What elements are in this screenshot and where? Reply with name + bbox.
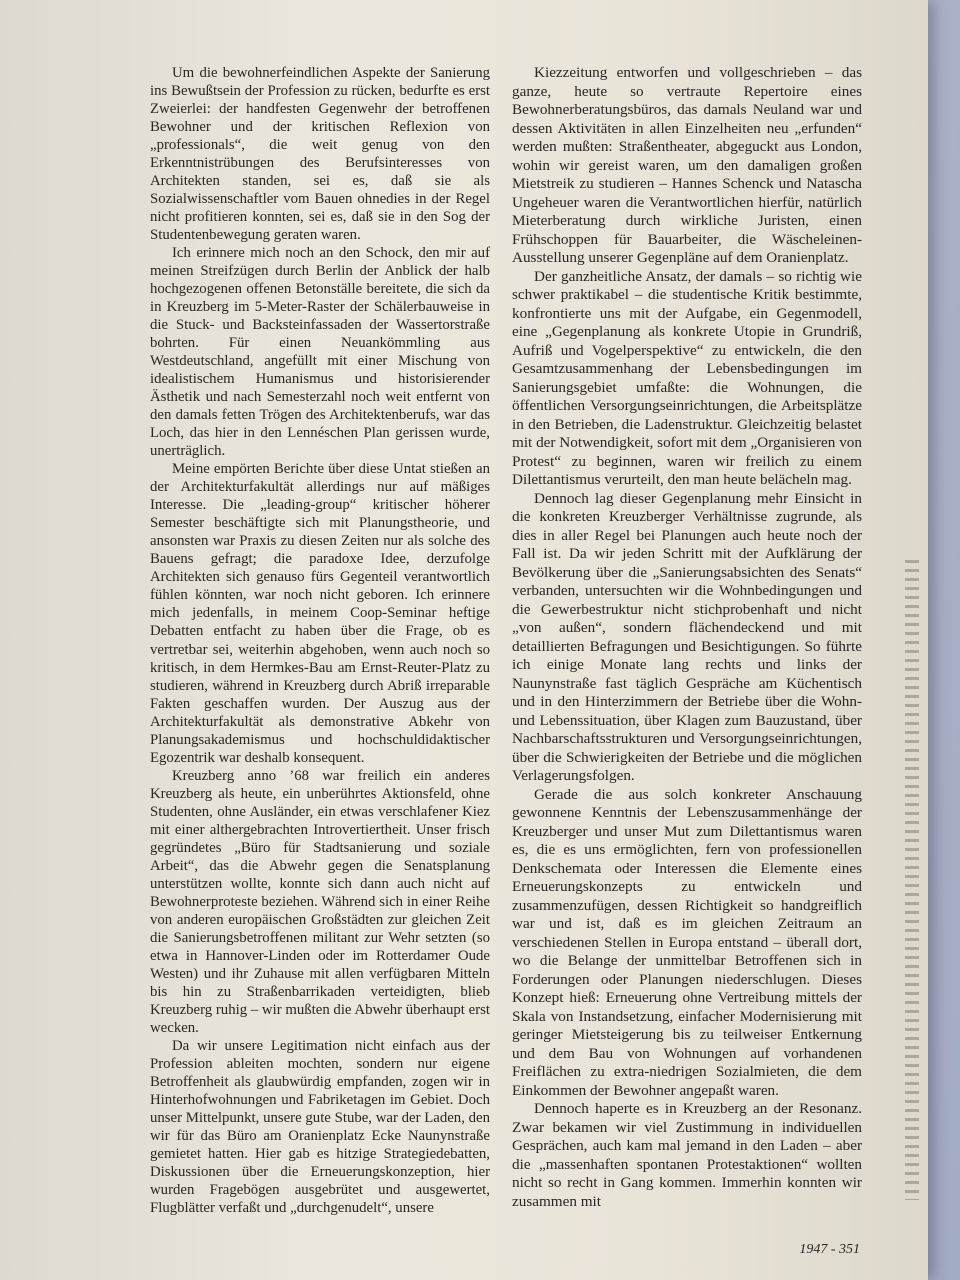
photocopy-edge-marks (905, 560, 919, 1200)
paragraph: Ich erinnere mich noch an den Schock, den mir auf meinen Streifzügen durch Berlin der Anblick der halb hochgezogenen offenen Betonställe bereitete, die sich da in Kreuzberg im 5-Meter-Raster der Schälerbauweise in die Stuck- und Backsteinfassaden der Wassertorstraße bohrten. Für einen Neuankömmling aus Westdeutschland, angefüllt mit einer Mischung von idealistischem Humanismus und historisierender Ästhetik und nach Semesterzahl noch weit entfernt von den damals fetten Trögen des Architektenberufs, war das Loch, das hier in den Lennéschen Plan gerissen wurde, unerträglich. (150, 245, 490, 460)
page-number: 1947 - 351 (799, 1242, 860, 1257)
paragraph: Dennoch haperte es in Kreuzberg an der Resonanz. Zwar bekamen wir viel Zustimmung in individuellen Gesprächen, auch kam mal jemand in den Laden – aber die „massenhaften spontanen Protestaktionen“ wollten nicht so recht in Gang kommen. Immerhin konnten wir zusammen mit (512, 1100, 862, 1210)
paragraph: Der ganzheitliche Ansatz, der damals – so richtig wie schwer praktikabel – die studentische Kritik bestimmte, konfrontierte uns mit der Aufgabe, ein Gegenmodell, eine „Gegenplanung als konkrete Utopie in Grundriß, Aufriß und Vogelperspektive“ zu entwickeln, die den Gesamtzusammenhang der Lebensbedingungen im Sanierungsgebiet umfaßte: die Wohnungen, die öffentlichen Versorgungseinrichtungen, die Arbeitsplätze in den Betrieben, die Ladenstruktur. Gleichzeitig belastet mit der Notwendigkeit, sofort mit dem „Organisieren von Protest“ zu beginnen, waren wir freilich zu einem Dilettantismus verurteilt, den man heute belächeln mag. (512, 267, 862, 488)
paragraph: Da wir unsere Legitimation nicht einfach aus der Profession ableiten mochten, sondern nur eigene Betroffenheit als glaubwürdig empfanden, zogen wir in Hinterhofwohnungen und Fabriketagen im Gebiet. Doch unser Mittelpunkt, unsere gute Stube, war der Laden, den wir für das Büro am Oranienplatz Ecke Naunynstraße gemietet hatten. Hier gab es hitzige Strategiedebatten, Diskussionen über die Erneuerungskonzeption, hier wurden Fragebögen ausgebrütet und ausgewertet, Flugblätter verfaßt und „durchgenudelt“, unsere (150, 1037, 490, 1216)
paragraph: Dennoch lag dieser Gegenplanung mehr Einsicht in die konkreten Kreuzberger Verhältnisse zugrunde, als dies in aller Regel bei Planungen auch heute noch der Fall ist. Da wir jeden Schritt mit der Aufklärung der Bevölkerung über die „Sanierungsabsichten des Senats“ verbanden, untersuchten wir die Wohnbedingungen und die Gewerbestruktur nicht stichprobenhaft und nicht „von außen“, sondern flächendeckend und mit detaillierten Befragungen und Besichtigungen. So führte ich einige Monate lang rechts und links der Naunynstraße fast täglich Gespräche am Küchentisch und in den Hinterzimmern der Betriebe über die Wohn- und Lebenssituation, über Klagen zum Bauzustand, über Nachbarschaftsstrukturen und Versorgungseinrichtungen, über die Schwierigkeiten der Betriebe und die möglichen Verlagerungsfolgen. (512, 489, 862, 784)
paragraph: Meine empörten Berichte über diese Untat stießen an der Architekturfakultät allerdings nur auf mäßiges Interesse. Die „leading-group“ kritischer höherer Semester beschäftigte sich mit Planungstheorie, und ansonsten war Praxis zu diesen Zeiten nur als solche des Bauens gefragt; die paradoxe Idee, derzufolge Architekten sich genauso fürs Gegenteil verantwortlich fühlen könnten, war noch nicht geboren. Ich erinnere mich jedenfalls, in meinem Coop-Seminar heftige Debatten entfacht zu haben über die Frage, ob es vertretbar sei, weiterhin abgehoben, wenn auch noch so kritisch, in dem Hermkes-Bau am Ernst-Reuter-Platz zu studieren, während in Kreuzberg durch Abriß irreparable Fakten geschaffen wurden. Der Auszug aus der Architekturfakultät als demonstrative Abkehr von Planungsakademismus und hochschuldidaktischer Egozentrik war deshalb konsequent. (150, 461, 490, 766)
paragraph: Um die bewohnerfeindlichen Aspekte der Sanierung ins Bewußtsein der Profession zu rücken, bedurfte es erst Zweierlei: der handfesten Gegenwehr der betroffenen Bewohner und der kritischen Reflexion von „professionals“, die weit genug von den Erkenntnistrübungen des Berufsinteresses von Architekten standen, sei es, daß sie als Sozialwissenschaftler vom Bauen ohnedies in der Regel nicht profitieren konnten, sei es, daß sie in den Sog der Studentenbewegung geraten waren. (150, 65, 490, 244)
paragraph: Gerade die aus solch konkreter Anschauung gewonnene Kenntnis der Lebenszusammenhänge der Kreuzberger und unser Mut zum Dilettantismus waren es, die es uns ermöglichten, fern von professionellen Denkschemata oder Interessen die Elemente eines Erneuerungskonzepts zu entwickeln und zusammenzufügen, dessen Richtigkeit so handgreiflich war und ist, daß es im gleichen Zeitraum an verschiedenen Stellen in Europa entstand – überall dort, wo die Belange der unmittelbar Betroffenen sich in Forderungen oder Planungen niederschlugen. Dieses Konzept hieß: Erneuerung ohne Vertreibung mittels der Skala von Instandsetzung, einfacher Modernisierung mit geringer Mietsteigerung bis zu teilweiser Entkernung und dem Bau von Wohnungen auf vorhandenen Freiflächen zu extra-niedrigen Sozialmieten, die dem Einkommen der Bewohner angepaßt waren. (512, 785, 862, 1099)
paragraph: Kreuzberg anno ’68 war freilich ein anderes Kreuzberg als heute, ein unberührtes Aktionsfeld, ohne Studenten, ohne Ausländer, ein etwas verschlafener Kiez mit einer althergebrachten Introvertiertheit. Unser frisch gegründetes „Büro für Stadtsanierung und soziale Arbeit“, das die Abwehr gegen die Senatsplanung unterstützen wollte, konnte sich dann auch nicht auf Bewohnerproteste beziehen. Während sich in einer Reihe von anderen europäischen Großstädten zur gleichen Zeit die Sanierungsbetroffenen militant zur Wehr setzten (so etwa in Hannover-Linden oder im Rotterdamer Oude Westen) und ihr Zuhause mit allen verfügbaren Mitteln bis hin zu Straßenbarrikaden verteidigten, blieb Kreuzberg ruhig – wir mußten die Abwehr überhaupt erst wecken. (150, 767, 490, 1036)
paragraph: Kiezzeitung entworfen und vollgeschrieben – das ganze, heute so vertraute Repertoire eines Bewohnerberatungsbüros, das damals Neuland war und dessen Aktivitäten in allen Einzelheiten neu „erfunden“ werden mußten: Straßentheater, abgeguckt aus London, wohin wir gereist waren, um den damaligen großen Mietstreik zu studieren – Hannes Schenck und Natascha Ungeheuer waren die Verantwortlichen hierfür, natürlich Mieterberatung durch wirkliche Juristen, einen Frühschoppen für Bauarbeiter, die Wäscheleinen-Ausstellung unserer Gegenpläne auf dem Oranienplatz. (512, 64, 862, 266)
left-text-column (150, 64, 490, 1217)
right-text-column (512, 64, 862, 1211)
